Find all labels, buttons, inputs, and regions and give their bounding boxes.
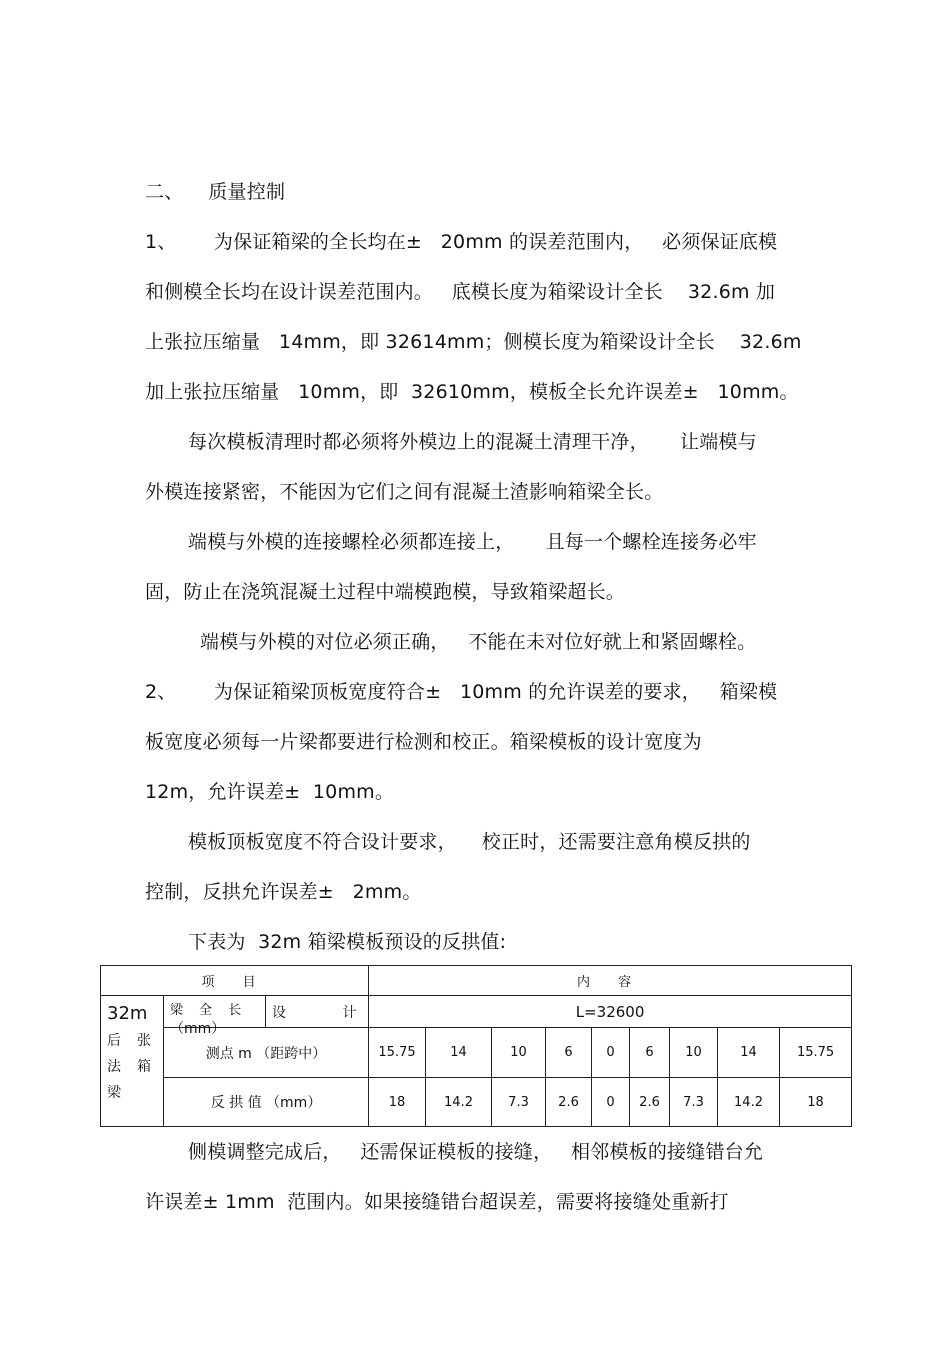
- beam-length-label-cell: [164, 996, 266, 1037]
- design-label: 设 计: [266, 996, 369, 1028]
- camber-cell: 14.2: [718, 1078, 780, 1127]
- text-line: 固，防止在浇筑混凝土过程中端模跑模，导致箱梁超长。: [145, 581, 626, 603]
- text-line: 侧模调整完成后， 还需保证模板的接缝， 相邻模板的接缝错台允: [188, 1141, 764, 1163]
- table-header-row: [101, 966, 852, 996]
- beam-type-cell: [101, 996, 167, 1127]
- beam-type-desc-1: 后张: [107, 1033, 167, 1049]
- table-camber-row: [101, 1078, 852, 1127]
- table-length-row: [101, 996, 852, 1028]
- text-line: 1、 为保证箱梁的全长均在± 20mm 的误差范围内， 必须保证底模: [145, 231, 778, 253]
- camber-cell: 18: [780, 1078, 852, 1127]
- text-line: 12m，允许误差± 10mm。: [145, 781, 395, 803]
- camber-label: 反 拱 值 （mm）: [164, 1078, 369, 1127]
- camber-cell: 0: [592, 1078, 630, 1127]
- text-line: 和侧模全长均在设计误差范围内。 底模长度为箱梁设计全长 32.6m 加: [145, 281, 776, 303]
- point-cell: 10: [670, 1028, 718, 1078]
- text-line: 每次模板清理时都必须将外模边上的混凝土清理干净， 让端模与: [188, 431, 757, 453]
- text-line: 2、 为保证箱梁顶板宽度符合± 10mm 的允许误差的要求， 箱梁模: [145, 681, 778, 703]
- beam-type-label: 32m: [107, 1003, 148, 1024]
- text-line: 下表为 32m 箱梁模板预设的反拱值:: [188, 931, 507, 953]
- header-content: 内 容: [369, 966, 852, 996]
- point-cell: 14: [426, 1028, 492, 1078]
- points-label: 测点 m （距跨中）: [164, 1028, 369, 1078]
- text-line: 端模与外模的对位必须正确， 不能在未对位好就上和紧固螺栓。: [200, 631, 757, 653]
- camber-table: [100, 965, 852, 1127]
- point-cell: 10: [492, 1028, 546, 1078]
- beam-type-desc-3: 梁: [107, 1085, 137, 1101]
- camber-cell: 7.3: [670, 1078, 718, 1127]
- beam-type-desc-2: 法箱: [107, 1059, 167, 1075]
- point-cell: 15.75: [369, 1028, 426, 1078]
- text-line: 模板顶板宽度不符合设计要求， 校正时，还需要注意角模反拱的: [188, 831, 751, 853]
- text-line: 控制，反拱允许误差± 2mm。: [145, 881, 422, 903]
- text-line: 外模连接紧密，不能因为它们之间有混凝土渣影响箱梁全长。: [145, 481, 664, 503]
- text-line: 上张拉压缩量 14mm，即 32614mm；侧模长度为箱梁设计全长 32.6m: [145, 331, 802, 353]
- point-cell: 6: [630, 1028, 670, 1078]
- point-cell: 0: [592, 1028, 630, 1078]
- text-line: 二、 质量控制: [145, 181, 286, 203]
- text-line: 许误差± 1mm 范围内。如果接缝错台超误差，需要将接缝处重新打: [145, 1191, 729, 1213]
- text-line: 端模与外模的连接螺栓必须都连接上， 且每一个螺栓连接务必牢: [188, 531, 757, 553]
- point-cell: 14: [718, 1028, 780, 1078]
- beam-length-label: 梁 全 长: [170, 1003, 248, 1018]
- camber-cell: 2.6: [546, 1078, 592, 1127]
- header-item: 项 目: [101, 966, 369, 996]
- beam-length-unit: （mm）: [170, 1021, 226, 1037]
- point-cell: 15.75: [780, 1028, 852, 1078]
- text-line: 加上张拉压缩量 10mm，即 32610mm，模板全长允许误差± 10mm。: [145, 381, 799, 403]
- camber-cell: 18: [369, 1078, 426, 1127]
- text-line: 板宽度必须每一片梁都要进行检测和校正。箱梁模板的设计宽度为: [145, 731, 702, 753]
- camber-cell: 7.3: [492, 1078, 546, 1127]
- camber-cell: 2.6: [630, 1078, 670, 1127]
- camber-cell: 14.2: [426, 1078, 492, 1127]
- point-cell: 6: [546, 1028, 592, 1078]
- length-value: L=32600: [369, 996, 852, 1028]
